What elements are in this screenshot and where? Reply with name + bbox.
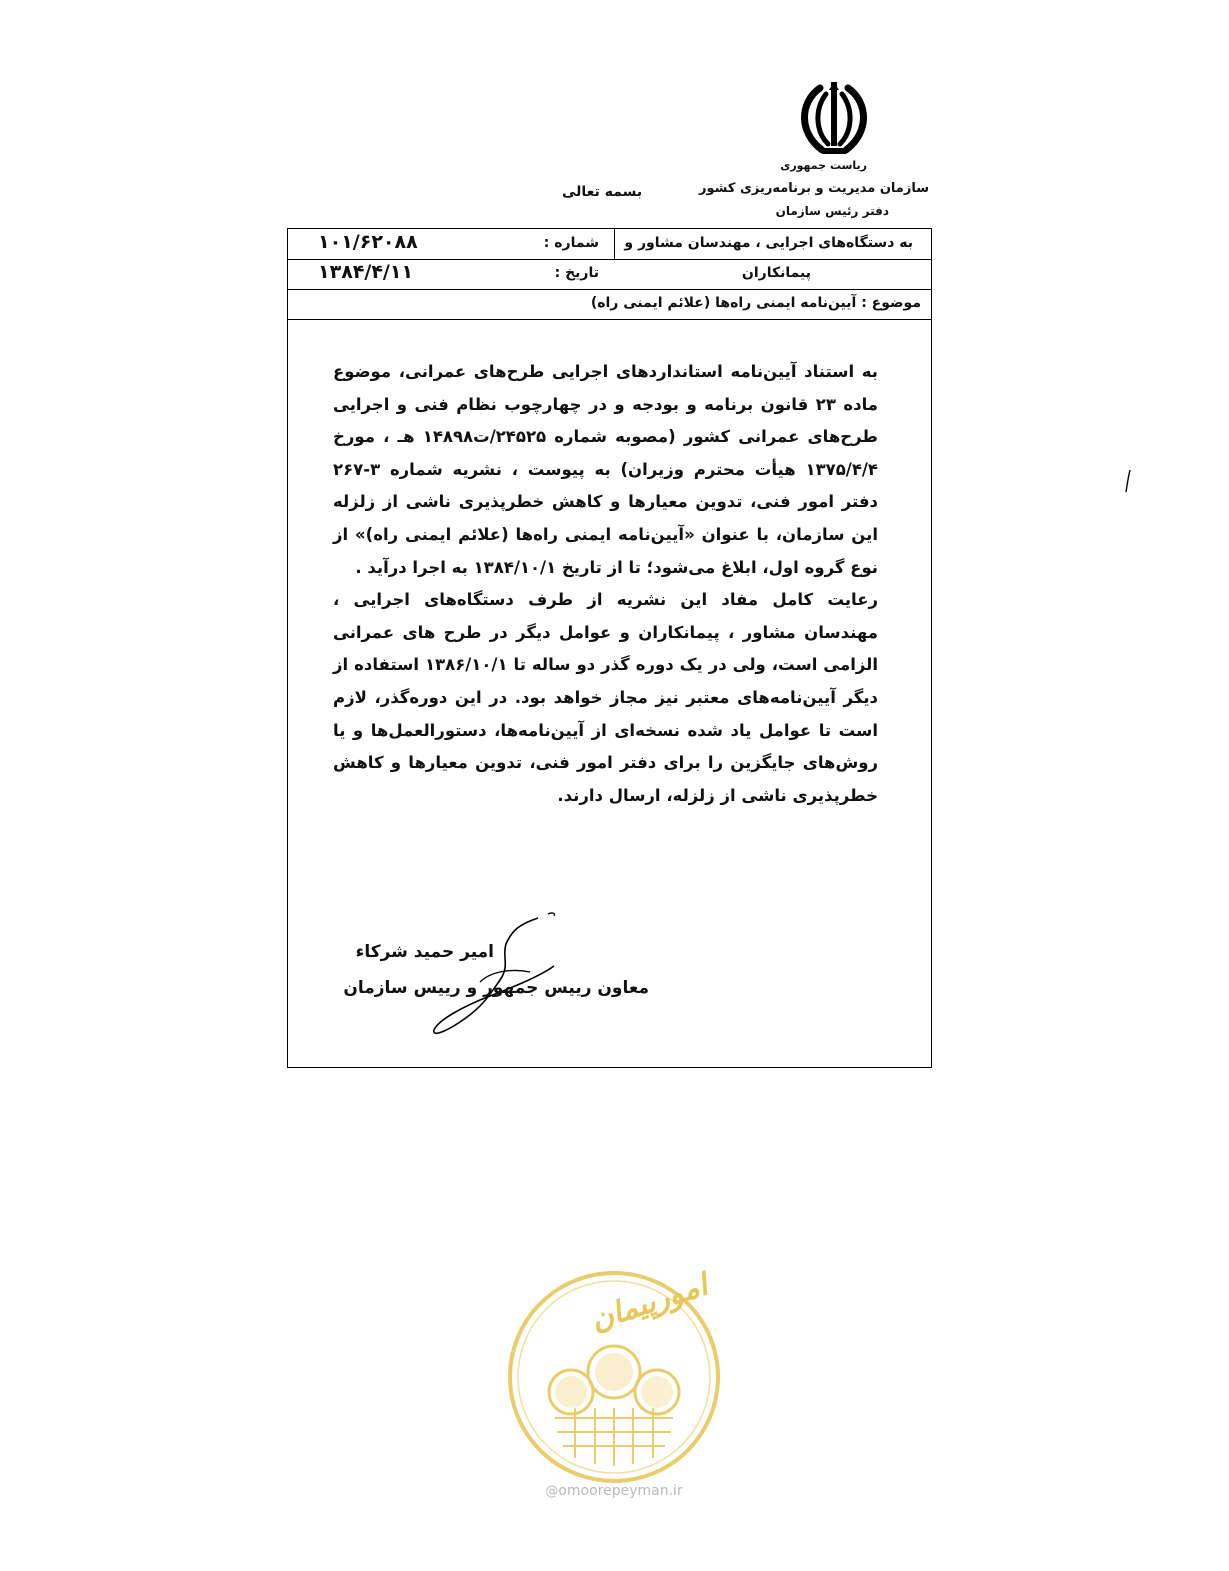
letter-header-box — [287, 228, 932, 320]
number-label: شماره : — [543, 235, 599, 251]
recipient-line-1: به دستگاه‌های اجرایی ، مهندسان مشاور و — [624, 235, 913, 251]
watermark-url-text: omoorepeyman.ir — [558, 1483, 683, 1499]
letter-body — [333, 356, 878, 812]
letter-date: ۱۳۸۴/۴/۱۱ — [318, 261, 414, 283]
signatory-title: معاون رییس جمهور و رییس سازمان — [343, 978, 649, 998]
date-label: تاریخ : — [554, 265, 599, 281]
handwritten-signature — [420, 910, 580, 1040]
recipient-line-2: پیمانکاران — [741, 265, 811, 281]
letter-number: ۱۰۱/۶۲۰۸۸ — [318, 231, 418, 253]
header-divider — [288, 289, 931, 290]
stray-pen-mark — [1124, 468, 1132, 494]
org-line-office: دفتر رئیس سازمان — [775, 204, 889, 218]
at-icon: @ — [545, 1484, 559, 1499]
header-divider — [614, 229, 615, 259]
header-divider — [288, 259, 931, 260]
watermark-logo-text: امورپیمان — [586, 1267, 712, 1339]
letter-subject: موضوع : آیین‌نامه ایمنی راه‌ها (علائم ایمنی راه) — [590, 295, 921, 311]
iran-emblem-icon — [792, 80, 876, 158]
body-paragraph: به استناد آیین‌نامه استانداردهای اجرایی طرح‌های عمرانی، موضوع ماده ۲۳ قانون برنامه و بودجه و در چهارچوب نظام فنی و اجرایی طرح‌های عمرانی کشور (مصوبه شماره ۲۴۵۲۵/ت۱۴۸۹۸ هـ ، مورخ ۱۳۷۵/۴/۴ هیأت محترم وزیران) به پیوست ، نشریه شماره ۳-۲۶۷ دفتر امور فنی، تدوین معیارها و کاهش خطرپذیری ناشی از زلزله این سازمان، با عنوان «آیین‌نامه ایمنی راه‌ها (علائم ایمنی راه)» از نوع گروه اول، ابلاغ می‌شود؛ تا از تاریخ ۱۳۸۴/۱۰/۱ به اجرا درآید . — [333, 362, 878, 577]
signatory-name: امیر حمید شرکاء — [355, 942, 494, 962]
body-paragraph: رعایت کامل مفاد این نشریه از طرف دستگاه‌های اجرایی ، مهندسان مشاور ، پیمانکاران و عوامل دیگر در طرح های عمرانی الزامی است، ولی در یک دوره گذر دو ساله تا ۱۳۸۶/۱۰/۱ استفاده از دیگر آیین‌نامه‌های معتبر نیز مجاز خواهد بود. در این دوره‌گذر، لازم است تا عوامل یاد شده نسخه‌ای از آیین‌نامه‌ها، دستورالعمل‌ها و یا روش‌های جایگزین را برای دفتر امور فنی، تدوین معیارها و کاهش خطرپذیری ناشی از زلزله، ارسال دارند. — [333, 590, 878, 805]
watermark-url — [505, 1483, 723, 1499]
org-line-presidency: ریاست جمهوری — [780, 159, 867, 172]
invocation: بسمه تعالی — [562, 184, 643, 200]
org-line-organization: سازمان مدیریت و برنامه‌ریزی کشور — [699, 181, 929, 196]
